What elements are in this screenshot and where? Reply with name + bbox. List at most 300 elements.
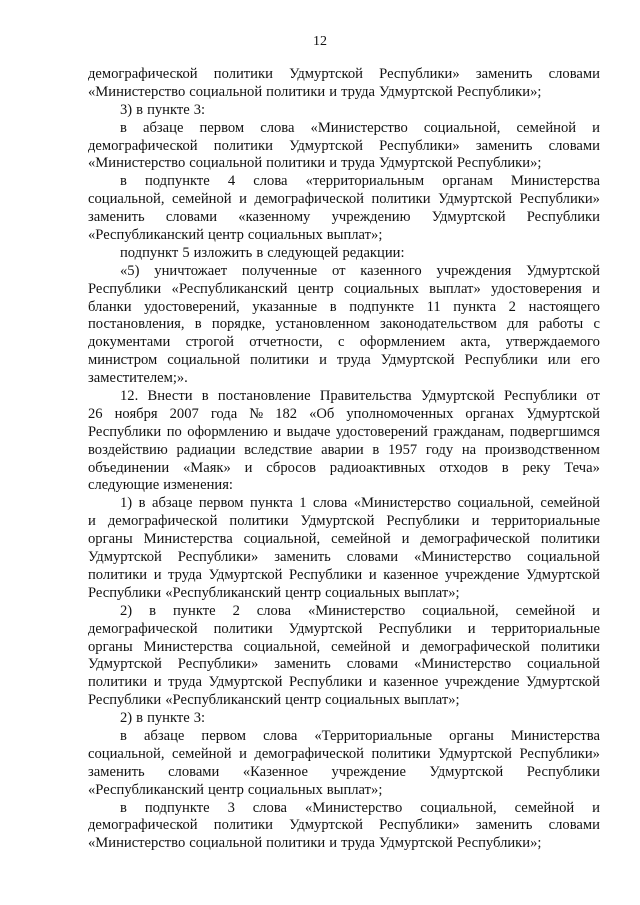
word: Удмуртской (289, 817, 363, 834)
word: подпункте (145, 173, 210, 190)
word: «Республиканский (88, 227, 204, 244)
word: Республики (526, 209, 600, 226)
word: Удмуртской (429, 763, 504, 780)
word: редакции: (342, 244, 405, 261)
word: на (461, 441, 477, 458)
word: выплат»; (326, 227, 383, 244)
word: труда (341, 155, 376, 172)
word: года (210, 405, 238, 422)
word: пункта (249, 495, 293, 512)
text-line (88, 263, 600, 281)
word: слова (263, 727, 298, 744)
word: уполномоченных (346, 405, 454, 422)
word: документами (88, 334, 171, 351)
word: Удмуртской (288, 620, 363, 637)
word: 3) (120, 101, 133, 118)
text-line (88, 621, 600, 639)
word: акта, (460, 334, 491, 351)
word: или (547, 352, 571, 369)
text-line (88, 460, 600, 478)
word: 12. (120, 388, 139, 405)
word: слова (260, 119, 295, 136)
word: словами (165, 209, 218, 226)
text-line (88, 191, 600, 209)
text-line (88, 334, 600, 352)
word: социальной, (420, 799, 497, 816)
word: Республики» (519, 191, 600, 208)
word: Республики (289, 674, 363, 691)
word: словами (346, 549, 399, 566)
word: политики (250, 352, 310, 369)
word: и (401, 531, 410, 548)
word: политики (266, 155, 326, 172)
word: Республики» (379, 817, 460, 834)
word: и (592, 799, 600, 816)
word: центр (207, 227, 244, 244)
word: строгой (185, 334, 234, 351)
word: удостоверения (491, 280, 582, 297)
word: Удмуртской (300, 513, 375, 530)
word: оформлению (187, 423, 268, 440)
word: Удмуртской (289, 66, 363, 82)
word: первом (201, 727, 247, 744)
text-line (88, 120, 600, 138)
word: Республики (88, 692, 162, 709)
word: абзаце (151, 495, 193, 512)
word: учреждение (331, 763, 406, 780)
word: социальных (325, 692, 400, 709)
word: социальной (527, 549, 600, 566)
word: аварии (321, 441, 364, 458)
word: и (153, 566, 162, 583)
word: изменения: (163, 477, 233, 494)
word: демографической (88, 620, 198, 637)
text-line (88, 531, 600, 549)
word: удостоверений (335, 423, 428, 440)
word: с (593, 316, 600, 333)
word: центр (285, 584, 322, 601)
word: сбросов (266, 459, 316, 476)
word: и (244, 459, 253, 476)
word: и (471, 513, 480, 530)
text-line (88, 782, 600, 800)
word: территориальные (491, 513, 600, 530)
word: 2 (232, 602, 240, 619)
word: с (337, 334, 345, 351)
word: учреждение (444, 566, 520, 583)
word: 182 (275, 405, 298, 422)
word: 2 (508, 298, 516, 315)
word: и (467, 620, 476, 637)
word: Республики (88, 584, 162, 601)
word: удостоверений, (144, 298, 240, 315)
word: заменить (274, 656, 331, 673)
word: в (120, 727, 127, 744)
word: казенного (360, 262, 422, 279)
word: Удмуртской (438, 745, 512, 762)
word: заменить (274, 549, 331, 566)
word: заменить (475, 137, 533, 154)
word: гражданам, (433, 423, 505, 440)
word: труда (168, 674, 203, 691)
word: следующие (88, 477, 160, 494)
word: Правительства (319, 388, 412, 405)
word: Удмуртской (88, 549, 162, 566)
word: производственном (484, 441, 600, 458)
word: 1 (299, 495, 307, 512)
word: демографической (88, 817, 198, 834)
word: указанные (252, 298, 318, 315)
word: Республики» (177, 549, 259, 566)
word: отчетности, (249, 334, 323, 351)
word: в (329, 298, 337, 315)
word: постановление (217, 388, 311, 405)
text-line (88, 585, 600, 603)
word: 11 (426, 298, 441, 315)
text-line (88, 567, 600, 585)
word: политики (213, 66, 273, 82)
word: социальной, (243, 638, 321, 655)
word: уничтожает (154, 262, 228, 279)
word: казенное (383, 566, 439, 583)
word: пункте (147, 101, 190, 118)
word: социальной (189, 835, 263, 852)
word: радиоактивных (329, 459, 426, 476)
word: труда (336, 352, 371, 369)
word: социальной, (457, 495, 534, 512)
word: постановления, (88, 316, 185, 333)
word: словами (168, 763, 220, 780)
word: «Казенное (242, 763, 308, 780)
word: пункте (147, 710, 190, 727)
word: бланки (88, 298, 132, 315)
word: «Об (309, 405, 335, 422)
text-line (88, 299, 600, 317)
word: политики (213, 137, 273, 154)
word: слова (256, 602, 292, 619)
word: в (136, 710, 144, 727)
word: выплат»; (403, 584, 460, 601)
word: труда (341, 83, 376, 100)
word: абзаце (142, 119, 184, 136)
word: политики (266, 83, 326, 100)
word: политики (213, 620, 273, 637)
word: «Республиканский (165, 692, 282, 709)
word: «Министерство (88, 155, 186, 172)
word: Удмуртской (208, 566, 283, 583)
word: в (256, 244, 264, 261)
word: выплат»; (403, 692, 460, 709)
word: «Министерство (310, 119, 408, 136)
word: 3 (227, 799, 235, 816)
word: Удмуртской (526, 405, 600, 422)
word: заместителем;». (88, 370, 188, 387)
word: демографической (420, 531, 530, 548)
text-line (88, 406, 600, 424)
word: центр (207, 781, 244, 798)
word: семейной (331, 638, 391, 655)
text-line (88, 477, 600, 495)
word: органы (88, 531, 133, 548)
word: Республики» (519, 745, 600, 762)
text-line (88, 835, 600, 853)
word: выплат» (429, 280, 481, 297)
word: подпункте (144, 799, 210, 816)
word: году (425, 441, 454, 458)
word: изложить (193, 244, 253, 261)
word: от (586, 388, 600, 405)
word: подвергшимся (509, 423, 600, 440)
word: Республики»; (456, 155, 542, 172)
word: демографической (88, 137, 198, 154)
text-line (88, 209, 600, 227)
word: 1957 (388, 441, 418, 458)
word: органам (442, 173, 493, 190)
word: 1) (120, 495, 133, 512)
word: политики (540, 531, 600, 548)
word: Республики (503, 388, 578, 405)
text-line (88, 173, 600, 191)
word: Удмуртской (526, 262, 600, 279)
word: выдаче (286, 423, 331, 440)
word: «территориальным (305, 173, 425, 190)
word: политики (88, 674, 148, 691)
word: подпункт (120, 244, 179, 261)
word: политики (371, 191, 431, 208)
word: демографической (254, 191, 364, 208)
word: в (138, 495, 146, 512)
word: социальных (325, 584, 400, 601)
word: в (149, 602, 157, 619)
word: заменить (88, 209, 145, 226)
text-line (88, 155, 600, 173)
word: Республики (378, 620, 452, 637)
word: Удмуртской (380, 352, 455, 369)
word: словами (548, 66, 600, 82)
word: словами (548, 817, 600, 834)
word: первом (198, 495, 244, 512)
text-line (88, 817, 600, 835)
word: в (501, 459, 509, 476)
text-line (88, 674, 600, 692)
word: 2007 (169, 405, 199, 422)
word: социальных (247, 781, 323, 798)
word: заменить (88, 763, 145, 780)
word: демографической (107, 513, 218, 530)
word: 3: (193, 101, 206, 118)
text-line (88, 746, 600, 764)
word: Удмуртской (208, 674, 283, 691)
word: казенное (383, 674, 439, 691)
word: от (331, 262, 346, 279)
word: Удмуртской (420, 388, 495, 405)
word: «Министерство (413, 549, 512, 566)
word: и (592, 602, 600, 619)
word: социальной, (88, 191, 165, 208)
text-line (88, 513, 600, 531)
text-line (88, 102, 600, 120)
word: Удмуртской (431, 209, 506, 226)
word: словами (346, 656, 399, 673)
word: «5) (120, 262, 140, 279)
word: семейной (331, 531, 391, 548)
word: учреждения (436, 262, 512, 279)
word: Удмуртской (88, 656, 162, 673)
word: политики (213, 817, 273, 834)
word: органы (449, 727, 494, 744)
word: его (580, 352, 600, 369)
word: социальной, (422, 602, 499, 619)
word: и (273, 423, 282, 440)
word: труда (168, 566, 203, 583)
text-line (88, 656, 600, 674)
word: ноября (114, 405, 158, 422)
word: семейной (540, 495, 600, 512)
word: Удмуртской (379, 155, 453, 172)
word: Теча» (564, 459, 600, 476)
word: «Республиканский (165, 584, 282, 601)
word: реку (522, 459, 551, 476)
text-line (88, 66, 600, 84)
word: выплат»; (326, 781, 383, 798)
word: Удмуртской (526, 674, 600, 691)
text-line (88, 549, 600, 567)
word: учреждение (444, 674, 520, 691)
word: социальных (247, 227, 323, 244)
word: порядке, (211, 316, 266, 333)
word: «Министерство (307, 602, 406, 619)
word: «Министерство (413, 656, 512, 673)
text-line (88, 728, 600, 746)
text-line (88, 245, 600, 263)
word: пункта (453, 298, 497, 315)
word: Республики (88, 280, 162, 297)
word: политики (266, 835, 326, 852)
word: и (368, 674, 377, 691)
word: органах (465, 405, 515, 422)
word: пункте (172, 602, 216, 619)
word: «Республиканский (88, 781, 204, 798)
word: заменить (475, 66, 533, 82)
word: социальной, (88, 745, 165, 762)
word: и (401, 638, 410, 655)
word: установленном (275, 316, 370, 333)
word: центр (285, 692, 322, 709)
word: воздействию (88, 441, 168, 458)
word: политики (540, 638, 600, 655)
word: в (136, 101, 144, 118)
word: Республики (464, 352, 538, 369)
word: Удмуртской (379, 83, 453, 100)
word: семейной (515, 602, 576, 619)
text-line (88, 424, 600, 442)
word: «Министерство (88, 83, 186, 100)
word: и (592, 119, 600, 136)
text-line (88, 316, 600, 334)
word: учреждению (331, 209, 411, 226)
word: 4 (227, 173, 236, 190)
word: в (120, 119, 127, 136)
word: подпункте (349, 298, 414, 315)
word: и (239, 745, 247, 762)
word: политики (88, 566, 148, 583)
word: Республики (88, 423, 162, 440)
word: и (239, 191, 247, 208)
word: политики (371, 745, 431, 762)
text-line (88, 388, 600, 406)
text-line (88, 603, 600, 621)
word: Республики (386, 513, 460, 530)
text-line (88, 800, 600, 818)
word: в (194, 316, 202, 333)
word: социальной, (243, 531, 321, 548)
word: министром (88, 352, 158, 369)
word: органы (88, 638, 133, 655)
word: в (120, 173, 127, 190)
word: политики (229, 513, 289, 530)
word: центр (297, 280, 334, 297)
word: Республики» (177, 656, 259, 673)
word: «Министерство (88, 835, 186, 852)
word: демографической (88, 66, 198, 82)
word: следующей (267, 244, 339, 261)
text-line (88, 352, 600, 370)
word: и (329, 83, 338, 100)
word: Удмуртской (379, 835, 453, 852)
word: Министерства (510, 727, 600, 744)
word: Республики» (379, 137, 460, 154)
word: заменить (475, 817, 533, 834)
word: и (319, 352, 327, 369)
word: Удмуртской (289, 137, 363, 154)
word: «Территориальные (314, 727, 433, 744)
word: семейной (172, 745, 232, 762)
word: и (153, 674, 162, 691)
text-line (88, 710, 600, 728)
word: в (372, 441, 380, 458)
word: по (166, 423, 182, 440)
word: социальной (167, 352, 241, 369)
word: «Маяк» (182, 459, 231, 476)
text-line (88, 84, 600, 102)
word: семейной (516, 119, 577, 136)
word: в (201, 388, 209, 405)
word: Республики»; (456, 83, 542, 100)
text-line (88, 370, 600, 388)
word: словами (548, 137, 600, 154)
word: 26 (88, 405, 103, 422)
text-line (88, 281, 600, 299)
word: демографической (254, 745, 364, 762)
word: Республики (289, 566, 363, 583)
word: «Министерство (304, 799, 403, 816)
word: оформлением (359, 334, 446, 351)
word: «Министерство (353, 495, 451, 512)
word: Министерства (143, 638, 233, 655)
word: Республики»; (456, 835, 542, 852)
word: Внести (147, 388, 193, 405)
word: объединении (88, 459, 170, 476)
word: 5 (182, 244, 190, 261)
word: семейной (172, 191, 232, 208)
word: слова (252, 799, 288, 816)
word: территориальные (491, 620, 600, 637)
word: слова (313, 495, 348, 512)
word: Удмуртской (438, 191, 512, 208)
word: 3: (193, 710, 206, 727)
text-line (88, 495, 600, 513)
word: вследствие (244, 441, 313, 458)
